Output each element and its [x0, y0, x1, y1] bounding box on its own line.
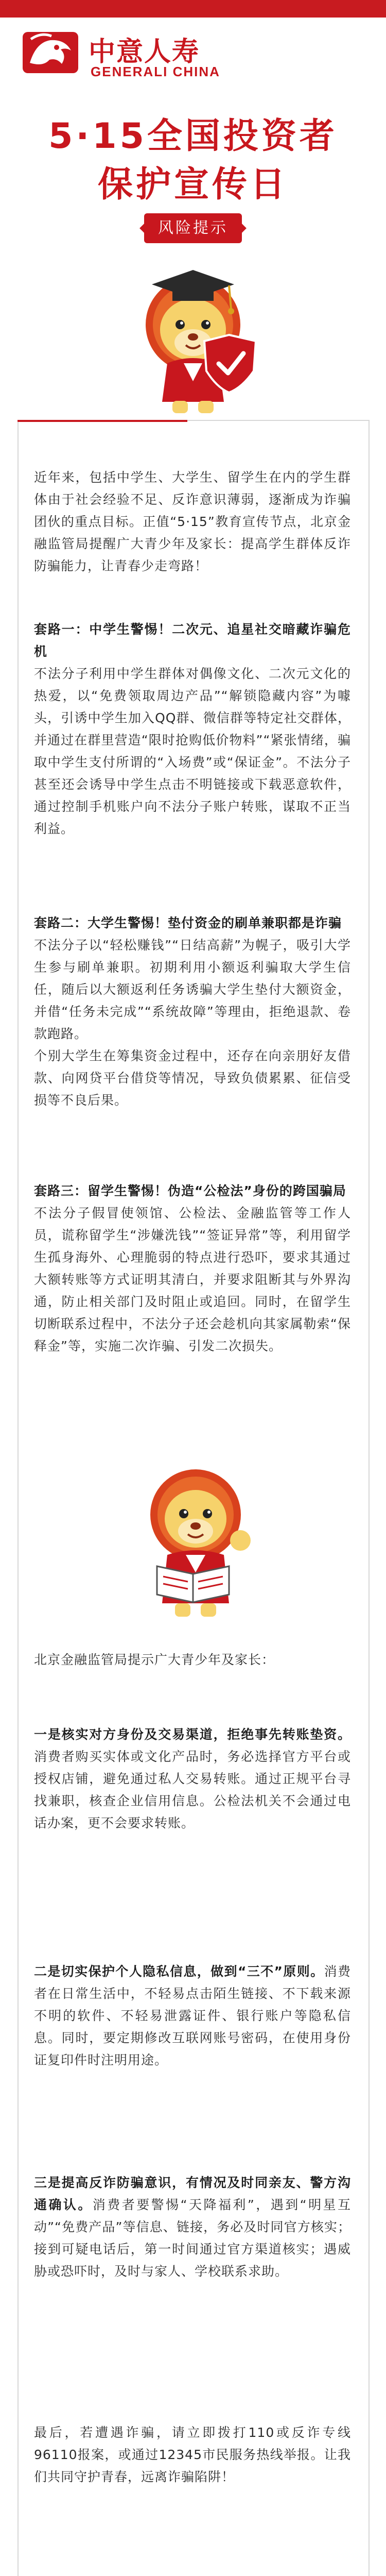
lion-mascot-reading-icon	[126, 1453, 265, 1623]
advice2-title: 二是切实保护个人隐私信息，做到“三不”原则。	[34, 1964, 324, 1979]
advice3-body: 消费者要警惕“天降福利”，遇到“明星互动”“免费产品”等信息、链接，务必及时同官方核实；接到可疑电话后，第一时间通过官方渠道核实；遇威胁或恐吓时，及时与家人、学校联系求助。	[34, 2197, 351, 2279]
advice2-body: 消费者在日常生活中，不轻易点击陌生链接、不下载来源不明的软件、不轻易泄露证件、银行账户等隐私信息。同时，要定期修改互联网账号密码，在使用身份证复印件时注明用途。	[34, 1964, 351, 2067]
section3-body: 不法分子假冒使领馆、公检法、金融监管等工作人员，谎称留学生“涉嫌洗钱”“签证异常”等，利用留学生孤身海外、心理脆弱的特点进行恐吓，要求其通过大额转账等方式证明其清白，并要求阻断其与外界沟通，防止相关部门及时阻止或追回。同时，在留学生切断联系过程中，不法分子还会趁机向其家属勒索“保释金”等，实施二次诈骗、引发二次损失。	[34, 1206, 351, 1353]
section3-title: 套路三：留学生警惕！伪造“公检法”身份的跨国骗局	[34, 1183, 346, 1198]
page-title-line2: 保护宣传日	[97, 164, 288, 205]
brand-name-en: GENERALI CHINA	[91, 64, 220, 79]
section-2	[34, 912, 351, 1111]
brand-name-cn: 中意人寿	[89, 37, 200, 67]
advice-intro-block	[34, 1649, 351, 1671]
section-3	[34, 1180, 351, 1357]
article-intro	[34, 466, 351, 577]
risk-alert-tag: 风险提示	[144, 213, 242, 243]
section2-body-1: 不法分子以“轻松赚钱”“日结高薪”为幌子，吸引大学生参与刷单兼职。初期利用小额返利骗取大学生信任，随后以大额返利任务诱骗大学生垫付大额资金，并借“任务未完成”“系统故障”等理由，拒绝退款、卷款跑路。	[34, 938, 351, 1041]
top-band	[0, 0, 386, 18]
section2-body-2: 个别大学生在筹集资金过程中，还存在向亲朋好友借款、向网贷平台借贷等情况，导致负债累累、征信受损等不良后果。	[34, 1048, 351, 1108]
closing-paragraph: 最后，若遭遇诈骗，请立即拨打110或反诈专线96110报案，或通过12345市民服务热线举报。让我们共同守护青春，远离诈骗陷阱！	[34, 2425, 351, 2484]
advice-intro: 北京金融监管局提示广大青少年及家长：	[34, 1652, 275, 1667]
advice3-title: 三是提高反诈防骗意识，有情况及时同亲友、警方沟通确认。	[34, 2175, 351, 2212]
section2-title: 套路二：大学生警惕！垫付资金的刷单兼职都是诈骗	[34, 916, 342, 930]
advice-1	[34, 1723, 351, 1834]
generali-lion-logo-icon	[21, 27, 81, 76]
section1-title: 套路一：中学生警惕！二次元、追星社交暗藏诈骗危机	[34, 622, 351, 659]
lion-mascot-graduate-icon	[121, 247, 275, 417]
intro-paragraph: 近年来，包括中学生、大学生、留学生在内的学生群体由于社会经验不足、反诈意识薄弱，逐渐成为诈骗团伙的重点目标。正值“5·15”教育宣传节点，北京金融监管局提醒广大青少年及家长：提高学生群体反诈防骗能力，让青春少走弯路！	[34, 470, 351, 573]
section-1	[34, 618, 351, 840]
page-title-line1: 5·15全国投资者	[48, 116, 338, 157]
advice-3	[34, 2172, 351, 2282]
closing-block	[34, 2421, 351, 2488]
advice1-body: 消费者购买实体或文化产品时，务必选择官方平台或授权店铺，避免通过私人交易转账。通过正规平台寻找兼职，核查企业信用信息。公检法机关不会通过电话办案，更不会要求转账。	[34, 1749, 351, 1831]
advice-2	[34, 1960, 351, 2071]
advice1-title: 一是核实对方身份及交易渠道，拒绝事先转账垫资。	[34, 1727, 351, 1742]
brand-logo	[21, 27, 237, 83]
section1-body: 不法分子利用中学生群体对偶像文化、二次元文化的热爱，以“免费领取周边产品”“解锁隐藏内容”为噱头，引诱中学生加入QQ群、微信群等特定社交群体，并通过在群里营造“限时抢购低价物料”“紧张情绪，骗取中学生支付所谓的“入场费”或“保证金”。不法分子甚至还会诱导中学生点击不明链接或下载恶意软件，通过控制手机账户向不法分子账户转账，谋取不正当利益。	[34, 666, 351, 836]
